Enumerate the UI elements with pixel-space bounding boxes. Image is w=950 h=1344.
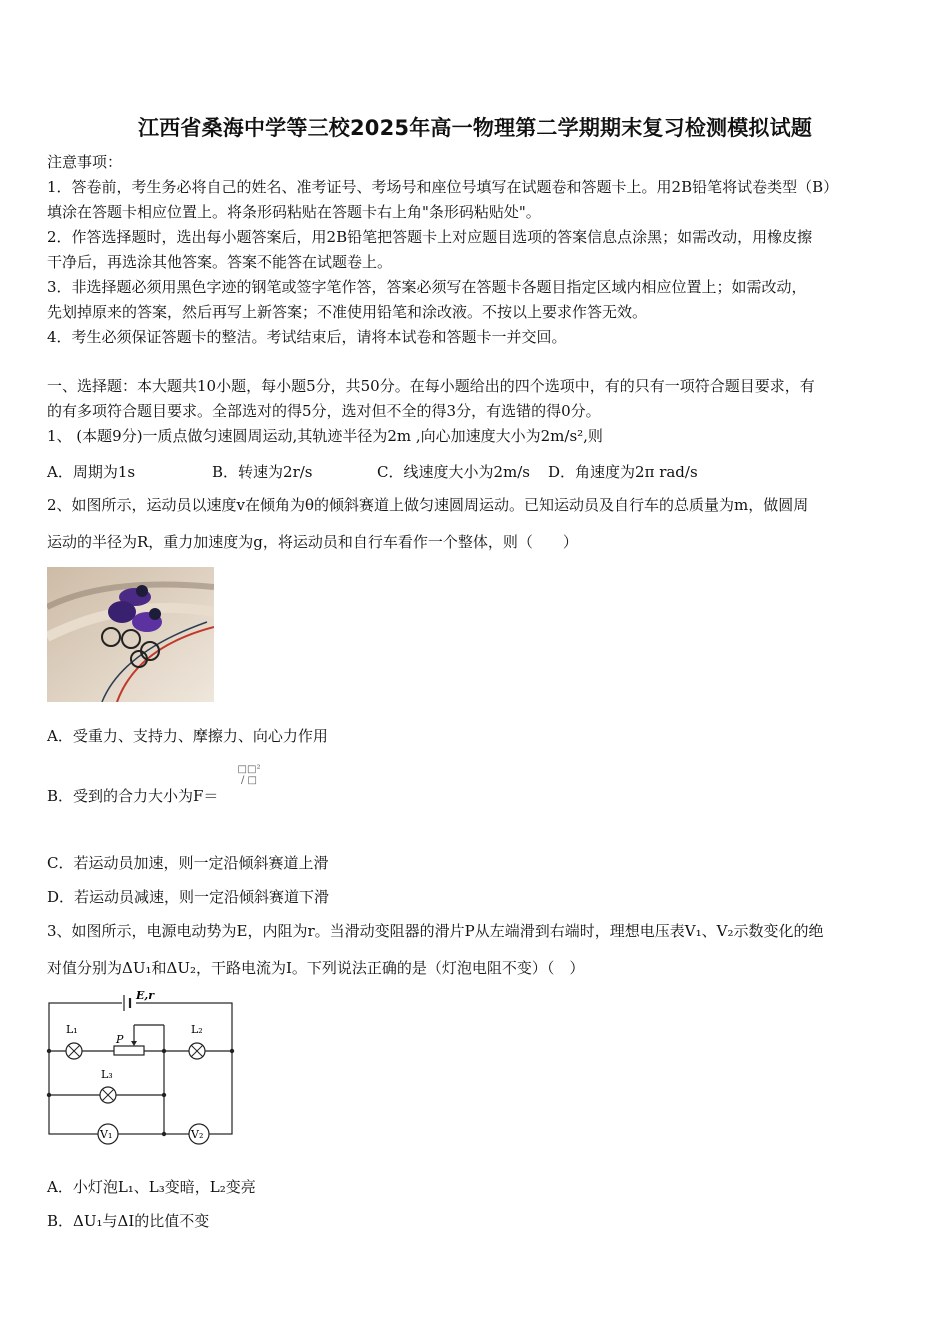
question-2-stem: 运动的半径为R，重力加速度为g，将运动员和自行车看作一个整体，则（ ） — [47, 533, 578, 551]
q3-option-b: B．ΔU₁与ΔI的比值不变 — [47, 1212, 210, 1230]
q2-option-c: C．若运动员加速，则一定沿倾斜赛道上滑 — [47, 854, 329, 872]
lamp-l1 — [66, 1023, 82, 1059]
slider-label: P — [116, 1033, 124, 1046]
notice-line: 填涂在答题卡相应位置上。将条形码粘贴在答题卡右上角"条形码粘贴处"。 — [47, 203, 541, 221]
notice-line: 先划掉原来的答案，然后再写上新答案；不准使用铅笔和涂改液。不按以上要求作答无效。 — [47, 303, 648, 321]
section-heading: 一、选择题：本大题共10小题，每小题5分，共50分。在每小题给出的四个选项中，有的只有一项符合题目要求，有 — [47, 377, 815, 395]
voltmeter-v1 — [98, 1124, 118, 1144]
q1-option-b: B．转速为2r/s — [212, 463, 313, 481]
formula-fraction: □□² / □ — [237, 764, 261, 786]
q1-option-a: A．周期为1s — [47, 463, 136, 481]
lamp-l3 — [100, 1068, 116, 1103]
section-heading: 的有多项符合题目要求。全部选对的得5分，选对但不全的得3分，有选错的得0分。 — [47, 402, 601, 420]
notice-line: 1．答卷前，考生务必将自己的姓名、准考证号、考场号和座位号填写在试题卷和答题卡上。用2B铅笔将试卷类型（B） — [47, 178, 839, 196]
notice-heading: 注意事项： — [47, 153, 123, 171]
notice-line: 4．考生必须保证答题卡的整洁。考试结束后，请将本试卷和答题卡一并交回。 — [47, 328, 567, 346]
question-1-stem: 1、 (本题9分)一质点做匀速圆周运动,其轨迹半径为2m ,向心加速度大小为2m/s²,则 — [47, 427, 603, 445]
source-label: E,r — [136, 989, 155, 1002]
notice-line: 2．作答选择题时，选出每小题答案后，用2B铅笔把答题卡上对应题目选项的答案信息点涂黑；如需改动，用橡皮擦 — [47, 228, 813, 246]
circuit-diagram — [44, 985, 244, 1145]
voltmeter-v1-label: V₁ — [100, 1128, 113, 1141]
voltmeter-v2 — [189, 1124, 209, 1144]
cyclists-photo — [47, 567, 214, 702]
rheostat — [114, 1033, 144, 1055]
q2-option-a: A．受重力、支持力、摩擦力、向心力作用 — [47, 727, 328, 745]
question-3-stem: 对值分别为ΔU₁和ΔU₂，干路电流为I。下列说法正确的是（灯泡电阻不变）（ ） — [47, 959, 585, 977]
lamp-l3-label: L₃ — [101, 1068, 113, 1081]
lamp-l1-label: L₁ — [66, 1023, 78, 1036]
q1-option-d: D．角速度为2π rad/s — [548, 463, 698, 481]
question-2-stem: 2、如图所示，运动员以速度v在倾角为θ的倾斜赛道上做匀速圆周运动。已知运动员及自行车的总质量为m，做圆周 — [47, 496, 809, 514]
q2-option-b: B．受到的合力大小为F＝ — [47, 787, 219, 805]
notice-line: 干净后，再选涂其他答案。答案不能答在试题卷上。 — [47, 253, 393, 271]
page-title: 江西省桑海中学等三校2025年高一物理第二学期期末复习检测模拟试题 — [137, 116, 813, 140]
lamp-l2-label: L₂ — [191, 1023, 203, 1036]
q1-option-c: C．线速度大小为2m/s — [377, 463, 530, 481]
notice-line: 3．非选择题必须用黑色字迹的钢笔或签字笔作答，答案必须写在答题卡各题目指定区域内相应位置上；如需改动， — [47, 278, 807, 296]
question-3-stem: 3、如图所示，电源电动势为E，内阻为r。当滑动变阻器的滑片P从左端滑到右端时，理想电压表V₁、V₂示数变化的绝 — [47, 922, 824, 940]
q2-option-d: D．若运动员减速，则一定沿倾斜赛道下滑 — [47, 888, 330, 906]
voltmeter-v2-label: V₂ — [191, 1128, 204, 1141]
q3-option-a: A．小灯泡L₁、L₃变暗，L₂变亮 — [47, 1178, 256, 1196]
lamp-l2 — [189, 1023, 205, 1059]
